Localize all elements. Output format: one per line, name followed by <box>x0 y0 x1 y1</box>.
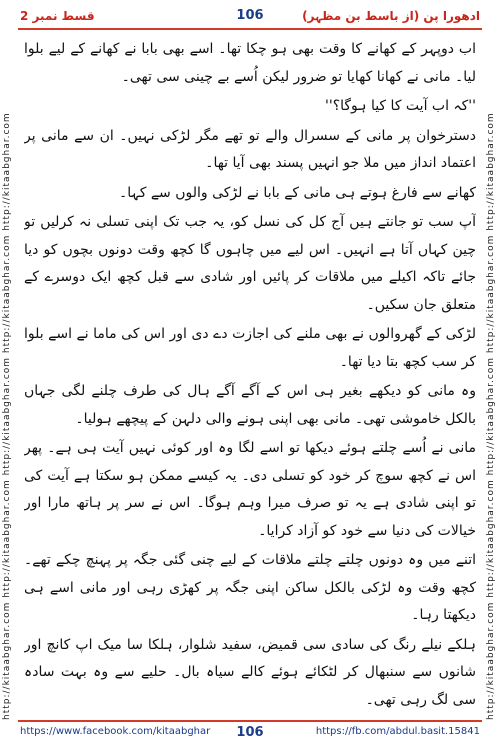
paragraph: وہ مانی کو دیکھے بغیر ہی اس کے آگے آگے ہال کی طرف چلنے لگی جہاں بالکل خاموشی تھی۔ مانی بھی اپنی ہونے والی دلہن کے پیچھے ہولیا۔ <box>24 383 476 427</box>
paragraph: آپ سب تو جانتے ہیں آج کل کی نسل کو، یہ جب تک اپنی تسلی نہ کرلیں تو چین کہاں آتا ہے انہیں۔ اس لیے میں چاہوں گا کچھ وقت دونوں بچوں کو دیا جائے تاکہ اکیلے میں ملاقات کر پائیں اور شادی سے قبل کچھ ایک دوسرے کے متعلق جان سکیں۔ <box>24 214 476 313</box>
episode-label: قسط نمبر 2 <box>20 9 95 23</box>
header-page-number: 106 <box>236 8 264 23</box>
footer-page-number: 106 <box>236 725 264 740</box>
paragraph: ''کہ اب آیت کا کیا ہوگا؟'' <box>325 98 476 114</box>
side-watermark-left: http://kitaabghar.com http://kitaabghar.com http://kitaabghar.com http://kitaabghar.com http://kitaabghar.com <box>2 112 12 720</box>
paragraph: ہلکے نیلے رنگ کی سادی سی قمیض، سفید شلوار، ہلکا سا میک اپ کانچ اور شانوں سے سنبھال کر لٹکائے ہوئے کالے سیاہ بال۔ حلیے سے وہ بہت سادہ سی لگ رہی تھی۔ <box>24 636 476 708</box>
side-watermark-right: http://kitaabghar.com http://kitaabghar.com http://kitaabghar.com http://kitaabghar.com http://kitaabghar.com <box>486 112 496 720</box>
paragraph: اب دوپہر کے کھانے کا وقت بھی ہو چکا تھا۔ اسے بھی بابا نے کھانے کے لیے بلوا لیا۔ مانی نے کھانا کھایا تو ضرور لیکن اُسے بے چینی سی تھی۔ <box>24 41 476 85</box>
book-title: ادھورا پن (از باسط بن مظہر) <box>302 9 480 23</box>
page-header <box>18 6 482 30</box>
facebook-link-right[interactable]: https://fb.com/abdul.basit.15841 <box>315 726 480 737</box>
story-text <box>24 36 476 714</box>
paragraph: مانی نے اُسے چلتے ہوئے دیکھا تو اسے لگا وہ اور کوئی نہیں آیت ہی ہے۔ پھر اس نے کچھ سوچ کر خود کو تسلی دی۔ یہ کیسے ممکن ہو سکتا ہے آیت کی تو اپنی شادی ہے یہ تو صرف میرا وہم ہوگا۔ اس نے سر پر ہاتھ مارا اور خیالات کی دنیا سے خود کو آزاد کرایا۔ <box>24 440 476 539</box>
paragraph: اتنے میں وہ دونوں چلتے چلتے ملاقات کے لیے چنی گئی جگہ پر پہنچ چکے تھے۔ کچھ وقت وہ لڑکی بالکل ساکن اپنی جگہ پر کھڑی رہی اور مانی اسے ہی دیکھتا رہا۔ <box>24 552 476 623</box>
paragraph: لڑکی کے گھروالوں نے بھی ملنے کی اجازت دے دی اور اس کی ماما نے اسے بلوا کر سب کچھ بتا دیا تھا۔ <box>24 326 476 370</box>
facebook-link-left[interactable]: https://www.facebook.com/kitaabghar <box>20 726 211 737</box>
page-footer <box>18 720 482 744</box>
paragraph: کھانے سے فارغ ہوتے ہی مانی کے بابا نے لڑکی والوں سے کہا۔ <box>119 184 476 201</box>
paragraph: دسترخوان پر مانی کے سسرال والے تو تھے مگر لڑکی نہیں۔ ان سے مانی پر اعتماد انداز میں ملا جو انہیں پسند بھی آیا تھا۔ <box>24 127 476 171</box>
